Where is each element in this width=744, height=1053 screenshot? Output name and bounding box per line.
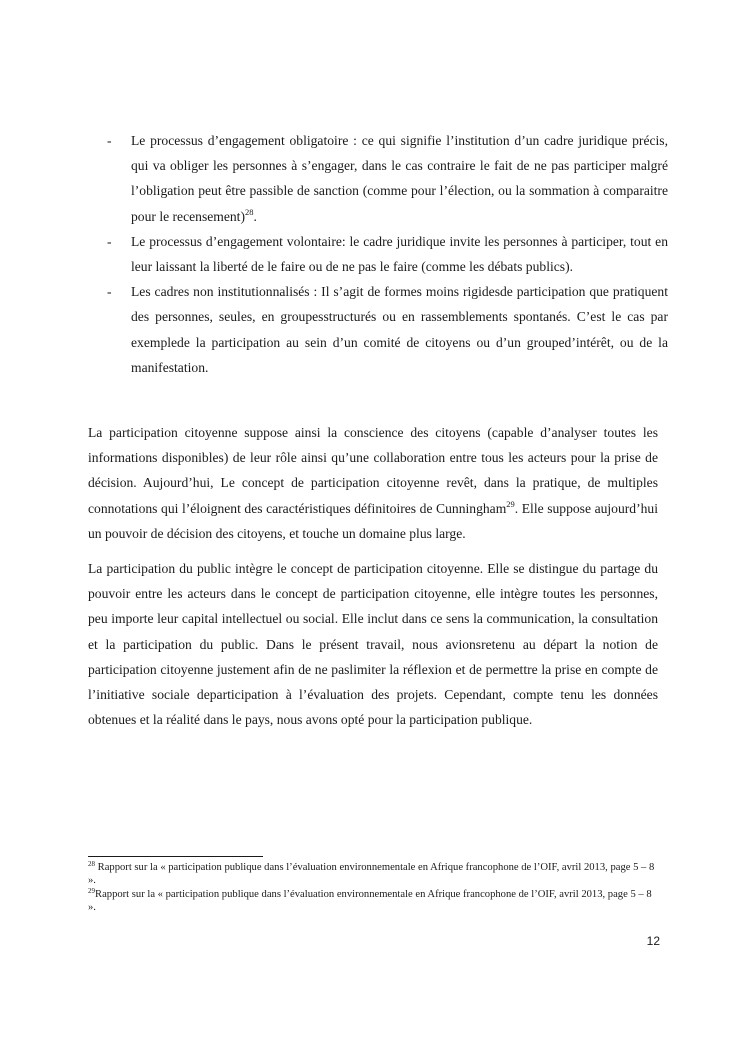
list-item-volontaire: [88, 229, 668, 279]
list-item-non-institutionnalises: [88, 279, 668, 380]
list-item-text: Le processus d’engagement volontaire: le cadre juridique invite les personnes à participer, tout en leur laissant la liberté de le faire ou de ne pas le faire (comme les débats publics).: [131, 233, 668, 275]
footnote-ref-29[interactable]: 29: [506, 498, 515, 509]
footnotes: [88, 861, 660, 915]
paragraph-text: La participation citoyenne suppose ainsi la conscience des citoyens (capable d’analyser toutes les informations disponibles) de leur rôle ainsi qu’une collaboration entre tous les acteurs pour la prise de décision. Aujourd’hui, Le concept de participation citoyenne revêt, dans la pratique, de multiples connotations qui l’éloignent des caractéristiques définitoires de Cunningham: [88, 425, 658, 516]
list-item-tail: .: [253, 208, 257, 224]
paragraph-tail: . Elle suppose aujourd’hui un pouvoir de décision des citoyens, et touche un domaine plus large.: [88, 500, 658, 541]
paragraph-participation-public: [88, 556, 658, 732]
bullet-list: [88, 128, 668, 380]
page-number: 12: [646, 934, 660, 948]
list-item-text: Le processus d’engagement obligatoire : ce qui signifie l’institution d’un cadre juridique précis, qui va obliger les personnes à s’engager, dans le cas contraire le fait de ne pas participer malgré l’obligation peut être passible de sanction (comme pour l’élection, ou la sommation à comparaitre pour le recensement): [131, 133, 668, 224]
footnote-separator: [88, 856, 263, 857]
paragraph-text: La participation du public intègre le concept de participation citoyenne. Elle se distingue du partage du pouvoir entre les acteurs dans le concept de participation citoyenne, elle intègre toutes les personnes, peu importe leur capital intellectuel ou social. Elle inclut dans ce sens la communication, la consultation et la participation du public. Dans le présent travail, nous avionsretenu au départ la notion de participation citoyenne justement afin de ne paslimiter la réflexion et de permettre la prise en compte de l’initiative sociale departicipation à l’évaluation des projets. Cependant, compte tenu les données obtenues et la réalité dans le pays, nous avons opté pour la participation publique.: [88, 561, 658, 728]
footnote-number: 29: [88, 886, 95, 895]
footnote-number: 28: [88, 860, 95, 868]
footnote-28: [88, 861, 660, 888]
footnote-text: Rapport sur la « participation publique dans l’évaluation environnementale en Afrique francophone de l’OIF, avril 2013, page 5 – 8 ».: [88, 862, 655, 887]
paragraph-participation-citoyenne: [88, 420, 658, 546]
footnote-text: Rapport sur la « participation publique dans l’évaluation environnementale en Afrique francophone de l’OIF, avril 2013, page 5 – 8 ».: [88, 888, 652, 914]
list-item-text: Les cadres non institutionnalisés : Il s’agit de formes moins rigidesde participation que pratiquent des personnes, seules, en groupesstructurés ou en rassemblements spontanés. C’est le cas par exemplede la participation au sein d’un comité de citoyens ou d’un grouped’intérêt, ou de la manifestation.: [131, 284, 668, 375]
list-dash: -: [107, 284, 112, 300]
list-dash: -: [107, 233, 112, 249]
footnote-29: [88, 888, 660, 915]
list-dash: -: [107, 133, 112, 148]
list-item-obligatoire: [88, 128, 668, 229]
footnote-ref-28[interactable]: 28: [244, 206, 254, 217]
